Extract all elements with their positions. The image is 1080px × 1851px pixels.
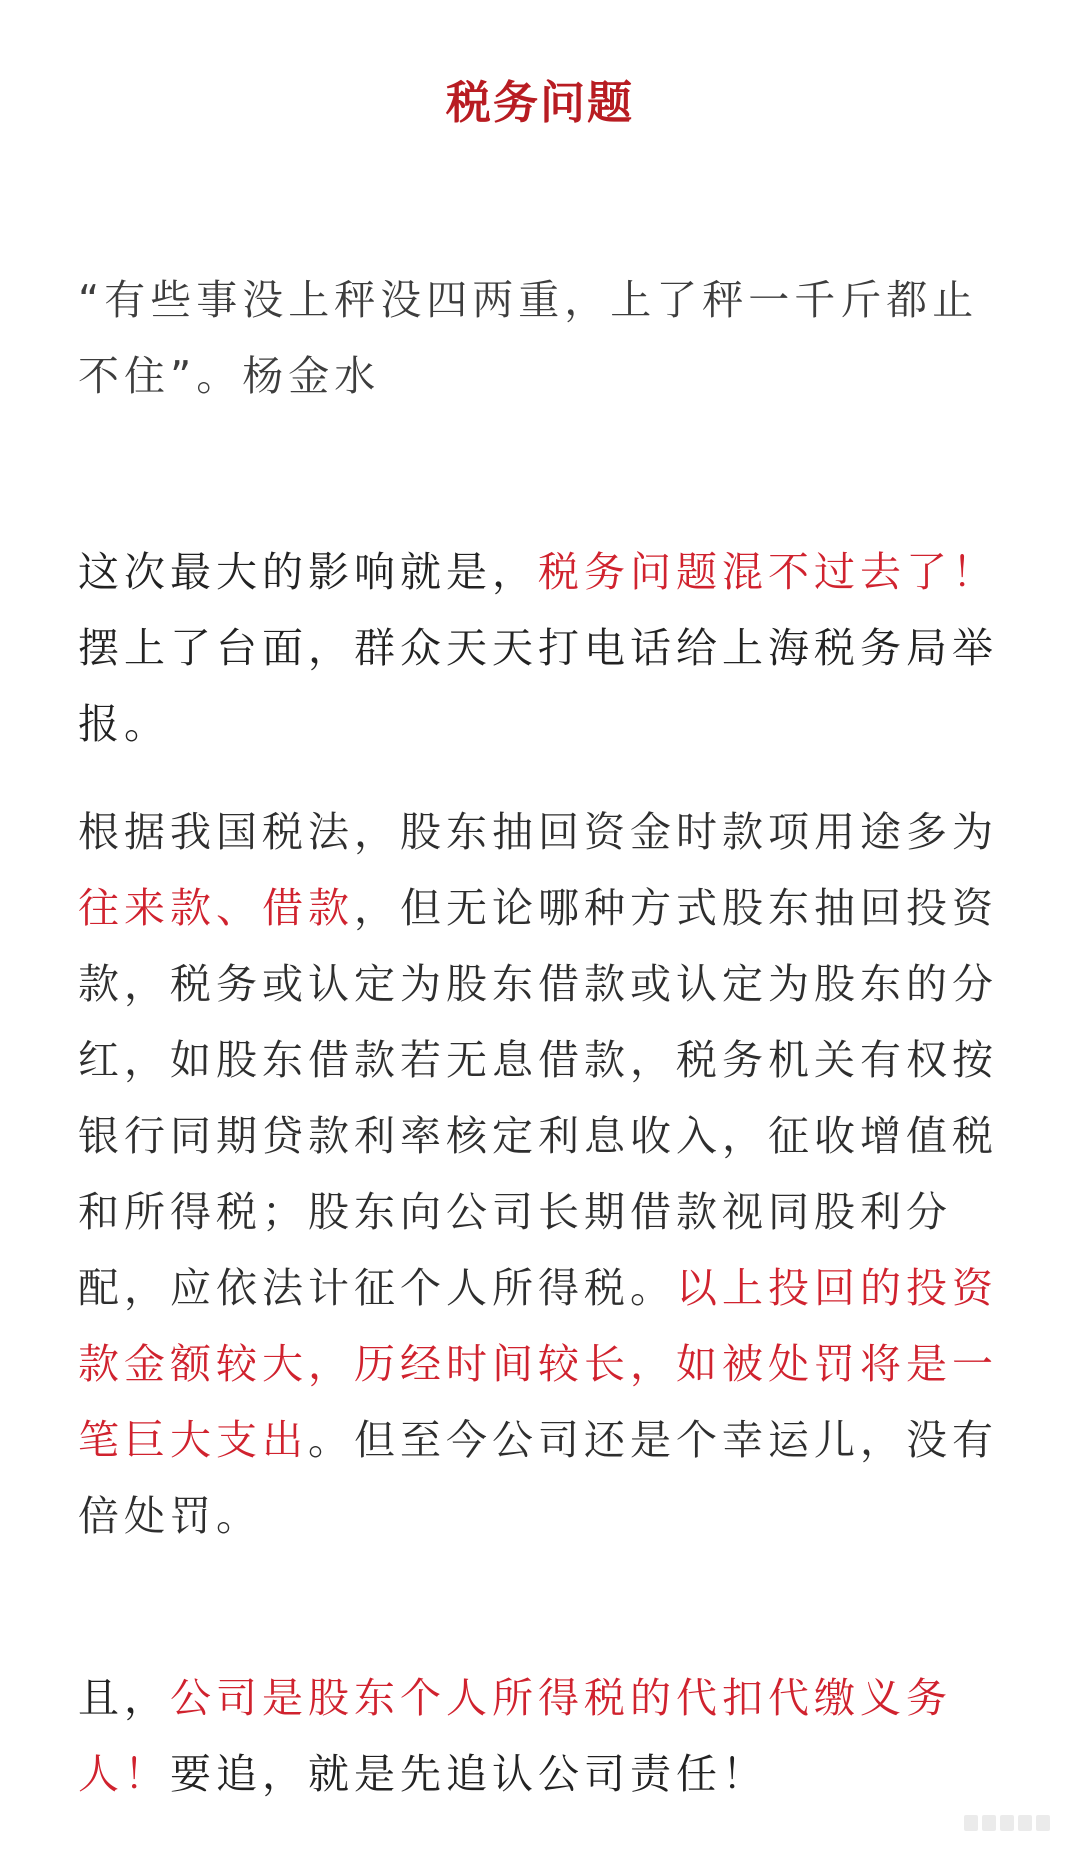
impact-text-rest: 摆上了台面，群众天天打电话给上海税务局举报。 <box>78 624 998 748</box>
tax-law-highlight-penalty: 以上投回的投资款金额较大，历经时间较长，如被处罚将是一笔巨大支出 <box>78 1264 998 1464</box>
quote-text: “有些事没上秤没四两重，上了秤一千斤都止不住”。杨金水 <box>78 276 979 400</box>
watermark-mark <box>964 1815 1060 1837</box>
duty-text-intro: 且， <box>78 1674 170 1722</box>
duty-highlight: 公司是股东个人所得税的代扣代缴义务人！ <box>78 1674 952 1798</box>
impact-paragraph <box>78 534 1008 762</box>
tax-law-text-intro: 根据我国税法，股东抽回资金时款项用途多为 <box>78 808 998 856</box>
impact-text-intro: 这次最大的影响就是， <box>78 548 538 596</box>
tax-law-text-body: ，但无论哪种方式股东抽回投资款，税务或认定为股东借款或认定为股东的分红，如股东借款若无息借款，税务机关有权按银行同期贷款利率核定利息收入，征收增值税和所得税；股东向公司长期借款视同股利分配，应依法计征个人所得税。 <box>78 884 998 1312</box>
impact-highlight: 税务问题混不过去了！ <box>538 548 998 596</box>
tax-law-text-end: 。但至今公司还是个幸运儿，没有倍处罚。 <box>78 1416 998 1540</box>
quote-paragraph <box>78 262 1008 414</box>
tax-law-paragraph <box>78 794 1008 1554</box>
duty-paragraph <box>78 1660 1008 1812</box>
tax-law-highlight-loans: 往来款、借款 <box>78 884 354 932</box>
article-title: 税务问题 <box>445 76 634 129</box>
duty-text-rest: 要追，就是先追认公司责任！ <box>170 1750 768 1798</box>
